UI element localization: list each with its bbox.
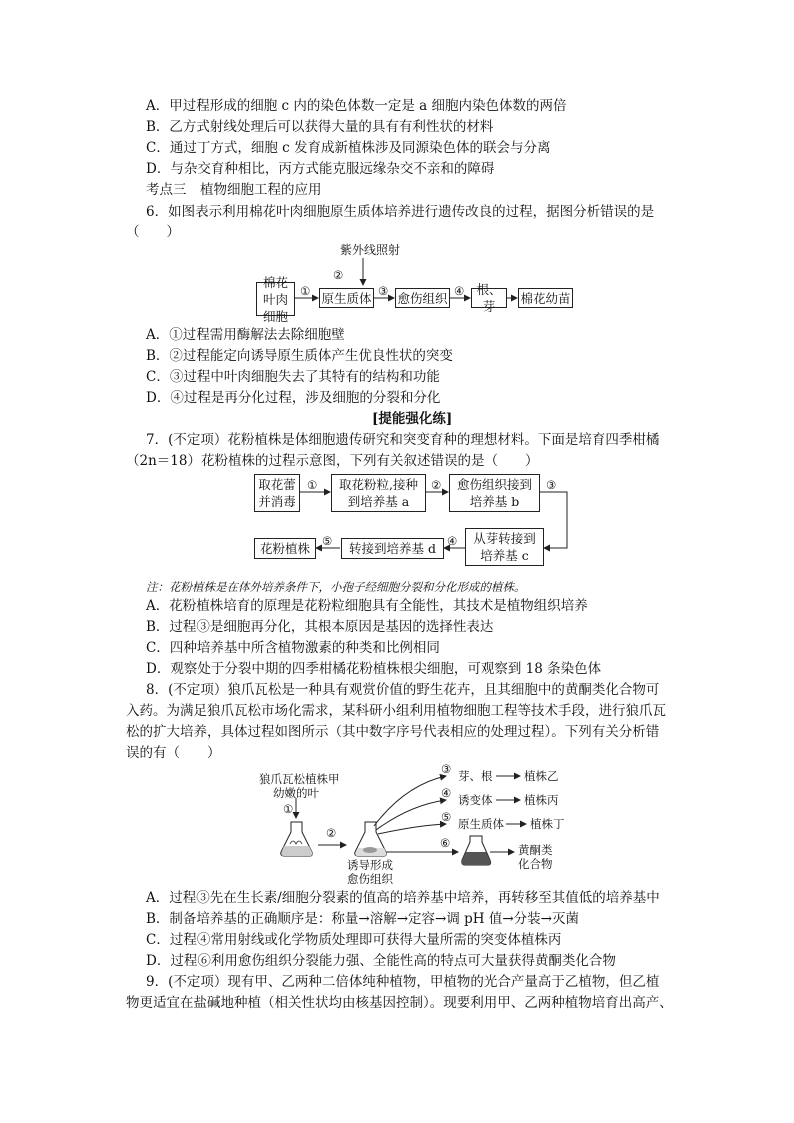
q8-callus-line2: 愈伤组织 bbox=[347, 872, 393, 886]
q6-step4: ④ bbox=[454, 284, 465, 298]
q6-step2: ② bbox=[333, 268, 344, 282]
q6-box-root-bud: 根、芽 bbox=[471, 288, 507, 308]
q5-option-d: D．与杂交育种相比，丙方式能克服远缘杂交不亲和的障碍 bbox=[146, 161, 495, 177]
q7-box-bud: 取花蕾并消毒 bbox=[254, 474, 300, 512]
q6-step1: ① bbox=[300, 284, 311, 298]
q6-step3: ③ bbox=[378, 284, 389, 298]
q8-option-a: A．过程③先在生长素/细胞分裂素的值高的培养基中培养，再转移至其值低的培养基中 bbox=[146, 890, 660, 906]
q8-stem-line4: 误的有（ ） bbox=[126, 745, 221, 761]
q8-stem-line2: 入药。为满足狼爪瓦松市场化需求，某科研小组利用植物细胞工程等技术手段，进行狼爪瓦 bbox=[126, 703, 666, 719]
q8-step6: ⑥ bbox=[440, 836, 451, 850]
q8-option-b: B．制备培养基的正确顺序是：称量→溶解→定容→调 pH 值→分装→灭菌 bbox=[146, 911, 579, 927]
practice-heading: [提能强化练] bbox=[372, 411, 453, 427]
q7-box-pollen-plant: 花粉植株 bbox=[254, 538, 316, 559]
q7-box-medium-d: 转接到培养基 d bbox=[341, 538, 444, 559]
q9-stem-line1: 9．(不定项）现有甲、乙两种二倍体纯种植物，甲植物的光合产量高于乙植物，但乙植 bbox=[146, 974, 660, 990]
q7-option-b: B．过程③是细胞再分化，其根本原因是基因的选择性表达 bbox=[146, 619, 494, 635]
q7-note: 注：花粉植株是在体外培养条件下，小孢子经细胞分裂和分化形成的植株。 bbox=[146, 580, 526, 594]
q6-option-c: C．③过程中叶肉细胞失去了其特有的结构和功能 bbox=[146, 369, 440, 385]
q6-box-seedling: 棉花幼苗 bbox=[518, 288, 573, 308]
q7-stem-line1: 7．(不定项）花粉植株是体细胞遗传研究和突变育种的理想材料。下面是培育四季柑橘 bbox=[146, 432, 660, 448]
q8-step4: ④ bbox=[441, 786, 452, 800]
q8-plant-bing: 植株丙 bbox=[524, 793, 559, 807]
q6-box-protoplast: 原生质体 bbox=[319, 288, 374, 308]
q8-option-d: D．过程⑥利用愈伤组织分裂能力强、全能性高的特点可大量获得黄酮类化合物 bbox=[146, 953, 616, 969]
q8-stem-line1: 8．(不定项）狼爪瓦松是一种具有观赏价值的野生花卉，且其细胞中的黄酮类化合物可 bbox=[146, 682, 660, 698]
q5-option-b: B．乙方式射线处理后可以获得大量的具有有利性状的材料 bbox=[146, 119, 494, 135]
q8-source-line2: 幼嫩的叶 bbox=[273, 786, 319, 800]
q6-stem-line1: 6．如图表示利用棉花叶肉细胞原生质体培养进行遗传改良的过程，据图分析错误的是 bbox=[146, 204, 655, 220]
q8-branch-mutant: 诱变体 bbox=[458, 793, 493, 807]
q8-callus-line1: 诱导形成 bbox=[347, 858, 393, 872]
q7-stem-line2: （2n＝18）花粉植株的过程示意图，下列有关叙述错误的是（ ） bbox=[126, 453, 539, 469]
q8-option-c: C．过程④常用射线或化学物质处理即可获得大量所需的突变体植株丙 bbox=[146, 932, 562, 948]
q8-flavonoid-line2: 化合物 bbox=[518, 857, 553, 871]
q8-plant-yi: 植株乙 bbox=[524, 769, 559, 783]
q5-option-a: A．甲过程形成的细胞 c 内的染色体数一定是 a 细胞内染色体数的两倍 bbox=[146, 98, 567, 114]
q7-step3: ③ bbox=[546, 478, 557, 492]
q7-step2: ② bbox=[431, 478, 442, 492]
q7-step5: ⑤ bbox=[322, 534, 333, 548]
q7-step1: ① bbox=[307, 478, 318, 492]
q7-option-d: D．观察处于分裂中期的四季柑橘花粉植株根尖细胞，可观察到 18 条染色体 bbox=[146, 661, 602, 677]
q6-stem-line2: （ ） bbox=[126, 224, 180, 240]
q6-option-b: B．②过程能定向诱导原生质体产生优良性状的突变 bbox=[146, 348, 453, 364]
uv-label: 紫外线照射 bbox=[340, 243, 401, 257]
q8-branch-protoplast: 原生质体 bbox=[458, 817, 504, 831]
q6-box-leaf-cell: 棉花叶肉细胞 bbox=[256, 282, 295, 316]
q8-stem-line3: 松的扩大培养，具体过程如图所示（其中数字序号代表相应的处理过程）。下列有关分析错 bbox=[126, 724, 660, 740]
q8-flavonoid-line1: 黄酮类 bbox=[518, 843, 553, 857]
q8-step2: ② bbox=[326, 826, 337, 840]
q7-option-c: C．四种培养基中所含植物激素的种类和比例相同 bbox=[146, 640, 440, 656]
q8-step3: ③ bbox=[441, 762, 452, 776]
q9-stem-line2: 物更适宜在盐碱地种植（相关性状均由核基因控制）。现要利用甲、乙两种植物培育出高产、 bbox=[126, 995, 673, 1011]
q7-option-a: A．花粉植株培育的原理是花粉粒细胞具有全能性，其技术是植物组织培养 bbox=[146, 598, 588, 614]
q8-source-line1: 狼爪瓦松植株甲 bbox=[259, 772, 340, 786]
section-title: 考点三 植物细胞工程的应用 bbox=[146, 182, 322, 198]
q5-option-c: C．通过丁方式，细胞 c 发育成新植株涉及同源染色体的联会与分离 bbox=[146, 140, 551, 156]
q7-box-pollen: 取花粉粒,接种到培养基 a bbox=[331, 474, 426, 512]
q6-option-d: D．④过程是再分化过程，涉及细胞的分裂和分化 bbox=[146, 390, 441, 406]
q8-plant-ding: 植株丁 bbox=[530, 817, 565, 831]
q7-box-callus: 愈伤组织接到培养基 b bbox=[449, 474, 540, 512]
q8-branch-bud-root: 芽、根 bbox=[458, 769, 493, 783]
q6-option-a: A．①过程需用酶解法去除细胞壁 bbox=[146, 327, 345, 343]
q6-box-callus: 愈伤组织 bbox=[395, 288, 450, 308]
q7-step4: ④ bbox=[447, 534, 458, 548]
q8-step5: ⑤ bbox=[441, 810, 452, 824]
q7-box-shoot: 从芽转接到培养基 c bbox=[465, 528, 544, 566]
q8-step1: ① bbox=[283, 802, 294, 816]
